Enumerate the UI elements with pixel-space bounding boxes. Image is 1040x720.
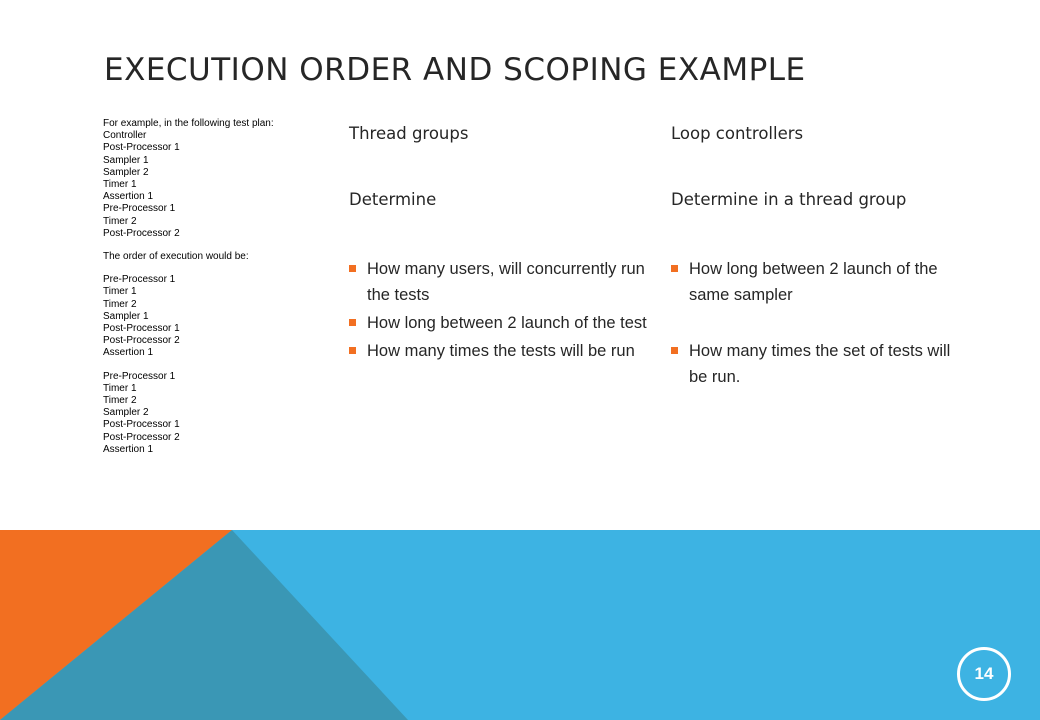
order-item: Assertion 1	[103, 347, 154, 359]
order-item: Post-Processor 2	[103, 335, 180, 347]
plan-item: Post-Processor 1	[103, 142, 180, 154]
loop-controllers-column	[671, 122, 971, 386]
plan-item: Controller	[103, 130, 147, 142]
square-bullet-icon	[349, 265, 356, 272]
list-item-text: How long between 2 launch of the test	[367, 314, 647, 332]
list-item	[349, 338, 649, 364]
bullet-list	[671, 256, 971, 420]
footer-decoration	[0, 530, 1040, 720]
order-item: Pre-Processor 1	[103, 274, 176, 286]
order-item: Assertion 1	[103, 443, 154, 455]
order-heading: The order of execution would be:	[103, 251, 249, 263]
square-bullet-icon	[349, 319, 356, 326]
plan-item: Timer 1	[103, 179, 137, 191]
list-item	[349, 256, 649, 308]
list-item-text: How many users, will concurrently run the tests	[367, 260, 645, 304]
intro-text: For example, in the following test plan:	[103, 118, 274, 129]
square-bullet-icon	[349, 347, 356, 354]
thread-groups-column	[349, 122, 649, 360]
list-item	[671, 338, 971, 390]
order-item: Timer 2	[103, 298, 137, 310]
square-bullet-icon	[671, 265, 678, 272]
order-item: Post-Processor 1	[103, 419, 180, 431]
page-number-badge: 14	[957, 647, 1011, 701]
plan-item: Sampler 1	[103, 154, 149, 166]
column-subheading: Determine	[349, 190, 437, 209]
list-item-text: How long between 2 launch of the same sampler	[689, 260, 938, 304]
plan-item: Post-Processor 2	[103, 227, 180, 239]
order-item: Sampler 2	[103, 407, 149, 419]
list-item-text: How many times the tests will be run	[367, 342, 635, 360]
plan-item: Timer 2	[103, 215, 137, 227]
list-item	[671, 256, 971, 308]
order-item: Post-Processor 2	[103, 431, 180, 443]
bullet-list	[349, 256, 649, 366]
plan-item: Sampler 2	[103, 166, 149, 178]
footer-shapes	[0, 530, 1040, 720]
list-item	[349, 310, 649, 336]
order-item: Pre-Processor 1	[103, 370, 176, 382]
column-heading: Thread groups	[349, 124, 469, 143]
square-bullet-icon	[671, 347, 678, 354]
test-plan-example	[103, 118, 333, 456]
plan-item: Assertion 1	[103, 191, 154, 203]
order-item: Timer 1	[103, 286, 137, 298]
column-heading: Loop controllers	[671, 124, 804, 143]
order-item: Post-Processor 1	[103, 323, 180, 335]
plan-item: Pre-Processor 1	[103, 203, 176, 215]
order-item: Timer 1	[103, 382, 137, 394]
slide-title: EXECUTION ORDER AND SCOPING EXAMPLE	[104, 52, 806, 88]
order-item: Timer 2	[103, 395, 137, 407]
column-subheading: Determine in a thread group	[671, 190, 907, 209]
list-item-text: How many times the set of tests will be run.	[689, 342, 951, 386]
order-item: Sampler 1	[103, 310, 149, 322]
